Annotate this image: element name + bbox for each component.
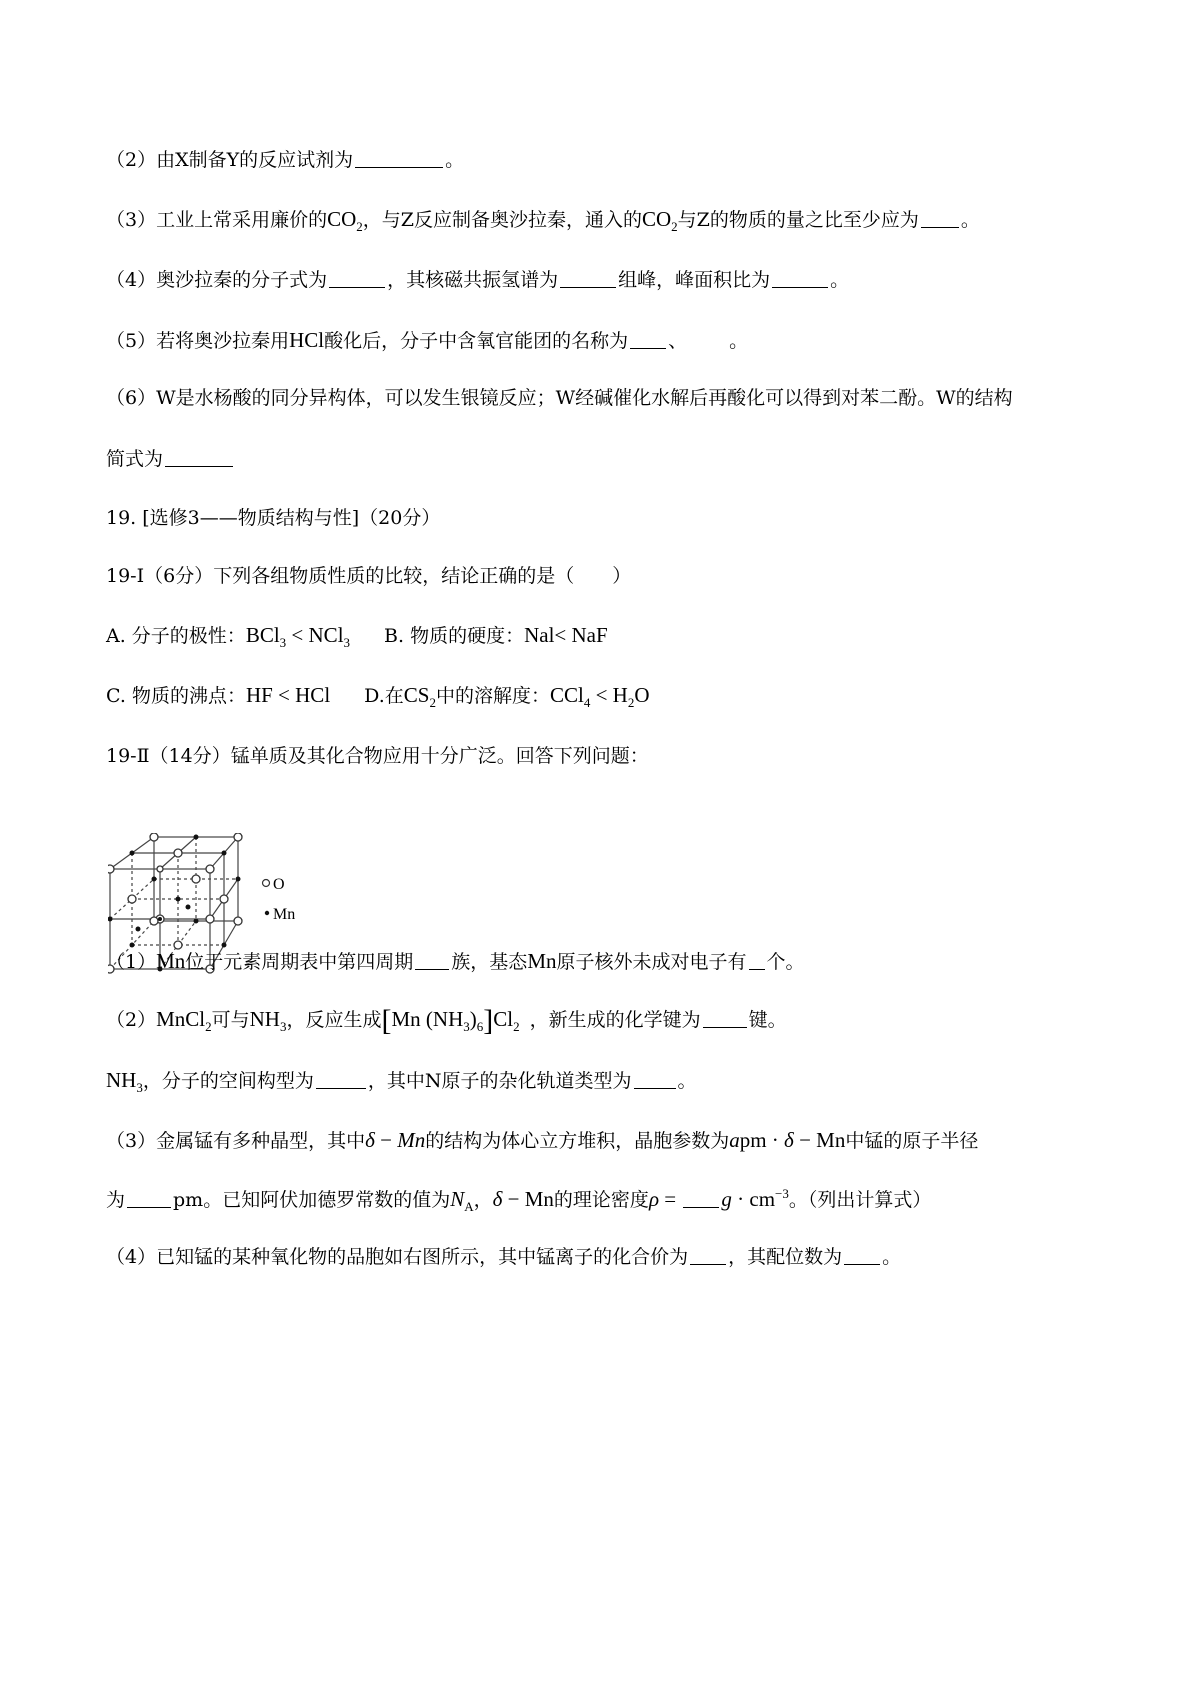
answer-blank[interactable]	[749, 951, 765, 970]
punctuation: 。	[960, 209, 980, 231]
punctuation: ，	[473, 1189, 493, 1211]
question-text: 个。	[766, 951, 805, 973]
question-text: ，新生成的化学键为	[529, 1009, 701, 1031]
question-2-line	[106, 145, 464, 175]
answer-blank[interactable]	[683, 1189, 719, 1208]
symbol-mn: Mn	[156, 949, 186, 973]
legend-o-label: O	[273, 876, 285, 893]
cell-parameter: apm · δ − Mn	[729, 1128, 846, 1152]
answer-blank[interactable]	[921, 209, 959, 228]
question-text: （3）工业上常采用廉价的	[106, 209, 328, 231]
question-text: （4）奥沙拉秦的分子式为	[106, 269, 328, 291]
figure-legend	[263, 876, 296, 923]
question-text: 19-Ⅰ（6分）下列各组物质性质的比较，结论正确的是（ ）	[106, 565, 632, 587]
question-text: 为	[106, 1189, 126, 1211]
answer-blank[interactable]	[560, 269, 616, 288]
formula-delta-mn: δ − Mn	[492, 1187, 554, 1211]
question-19-2-2	[106, 1004, 787, 1035]
question-19-2-1	[106, 946, 805, 977]
options-ab	[106, 620, 608, 651]
formula-bcl3-ncl3: BCl$_3$ < NCl$_3$	[245, 623, 351, 650]
question-text: （4）已知锰的某种氧化物的品胞如右图所示，其中锰离子的化合价为	[106, 1246, 689, 1268]
answer-blank[interactable]	[355, 149, 443, 168]
answer-blank[interactable]	[703, 1009, 747, 1028]
question-text: 19-Ⅱ（14分）锰单质及其化合物应用十分广泛。回答下列问题：	[106, 745, 649, 767]
formula-hcl: HCl	[289, 328, 325, 352]
question-text: ，其中N原子的杂化轨道类型为	[367, 1070, 632, 1092]
question-4-line	[106, 265, 849, 295]
answer-blank[interactable]	[634, 1070, 676, 1089]
question-number: （1）	[106, 951, 157, 973]
punctuation: 。	[830, 269, 850, 291]
question-text: pm。已知阿伏加德罗常数的值为	[173, 1189, 451, 1211]
question-19-2-stem	[106, 741, 649, 771]
formula-nh3: $NH_3$	[106, 1068, 143, 1095]
question-text: ，分子的空间构型为	[142, 1070, 314, 1092]
section-19-heading	[106, 503, 440, 533]
question-text: 简式为	[106, 448, 164, 470]
formula-nai-naf: Nal< NaF	[524, 623, 608, 647]
formula-delta-mn: δ − Mn	[365, 1128, 426, 1152]
legend-mn-label: Mn	[273, 906, 296, 923]
formula-cs2: $CS_2$	[403, 683, 436, 710]
question-19-2-4	[106, 1242, 901, 1272]
options-cd	[106, 680, 650, 711]
symbol-mn: Mn	[527, 949, 557, 973]
question-text: 键。	[748, 1009, 787, 1031]
density-expression: $\rho = g \cdot cm^{-3}$	[648, 1186, 789, 1211]
option-a-label: A. 分子的极性：	[106, 625, 246, 647]
question-3-line	[106, 204, 980, 235]
answer-blank[interactable]	[329, 269, 385, 288]
answer-blank[interactable]	[630, 330, 666, 349]
question-text: 与Z的物质的量之比至少应为	[677, 209, 919, 231]
question-19-2-2-cont	[106, 1065, 697, 1096]
punctuation: 。	[445, 149, 465, 171]
punctuation: 、	[668, 330, 688, 352]
question-text: 。（列出计算式）	[788, 1189, 932, 1211]
question-text: （6）W是水杨酸的同分异构体，可以发生银镜反应；W经碱催化水解后再酸化可以得到对苯二酚。W的结构	[106, 387, 1013, 409]
punctuation: 。	[677, 1070, 697, 1092]
section-title: 19. [选修3——物质结构与性]（20分）	[106, 507, 441, 529]
question-text: （3）金属锰有多种晶型，其中	[106, 1130, 366, 1152]
question-6-line-cont	[106, 444, 235, 474]
formula-co2: $CO_2$	[641, 207, 678, 234]
answer-blank[interactable]	[165, 448, 233, 467]
answer-blank[interactable]	[844, 1246, 880, 1265]
formula-co2: $CO_2$	[327, 207, 363, 234]
question-19-1-stem	[106, 561, 631, 591]
punctuation: 。	[882, 1246, 902, 1268]
question-number: （2）	[106, 1009, 157, 1031]
formula-complex: [Mn $(NH_3)_6]Cl_2$	[381, 1004, 520, 1037]
question-text: 中锰的原子半径	[845, 1130, 979, 1152]
punctuation: 。	[729, 330, 749, 352]
question-text: 位于元素周期表中第四周期	[185, 951, 414, 973]
option-c-label: C. 物质的沸点：	[106, 685, 246, 707]
question-19-2-3	[106, 1125, 978, 1156]
answer-blank[interactable]	[127, 1189, 171, 1208]
answer-blank[interactable]	[772, 269, 828, 288]
question-text: 族，基态	[451, 951, 528, 973]
question-5-line	[106, 325, 748, 356]
question-text: ，其配位数为	[728, 1246, 843, 1268]
question-text: 可与	[211, 1009, 250, 1031]
formula-mncl2: MnCl$_2$	[156, 1007, 212, 1034]
question-text: （5）若将奥沙拉秦用	[106, 330, 290, 352]
question-19-2-3-cont	[106, 1184, 931, 1215]
question-text: 酸化后，分子中含氧官能团的名称为	[324, 330, 629, 352]
question-text: 的结构为体心立方堆积，晶胞参数为	[425, 1130, 730, 1152]
question-6-line	[106, 383, 1013, 413]
question-text: ，反应生成	[286, 1009, 382, 1031]
option-d-label: D.在	[364, 685, 404, 707]
answer-blank[interactable]	[690, 1246, 726, 1265]
formula-nh3: $NH_3$	[249, 1007, 287, 1034]
question-text: （2）由X制备Y的反应试剂为	[106, 149, 354, 171]
formula-hf-hcl: HF < HCl	[245, 683, 331, 707]
avogadro-symbol: $N_A$	[450, 1187, 474, 1214]
answer-blank[interactable]	[316, 1070, 366, 1089]
question-text: ，其核磁共振氢谱为	[387, 269, 559, 291]
question-text: ，与Z反应制备奥沙拉秦，通入的	[362, 209, 642, 231]
option-b-label: B. 物质的硬度：	[384, 625, 525, 647]
question-text: 原子核外未成对电子有	[556, 951, 747, 973]
question-text: 组峰，峰面积比为	[618, 269, 771, 291]
question-text: 的理论密度	[553, 1189, 649, 1211]
formula-ccl4-h2o: $CCl_4 < H_2O$	[549, 683, 650, 710]
question-text: 中的溶解度：	[435, 685, 550, 707]
answer-blank[interactable]	[415, 951, 449, 970]
